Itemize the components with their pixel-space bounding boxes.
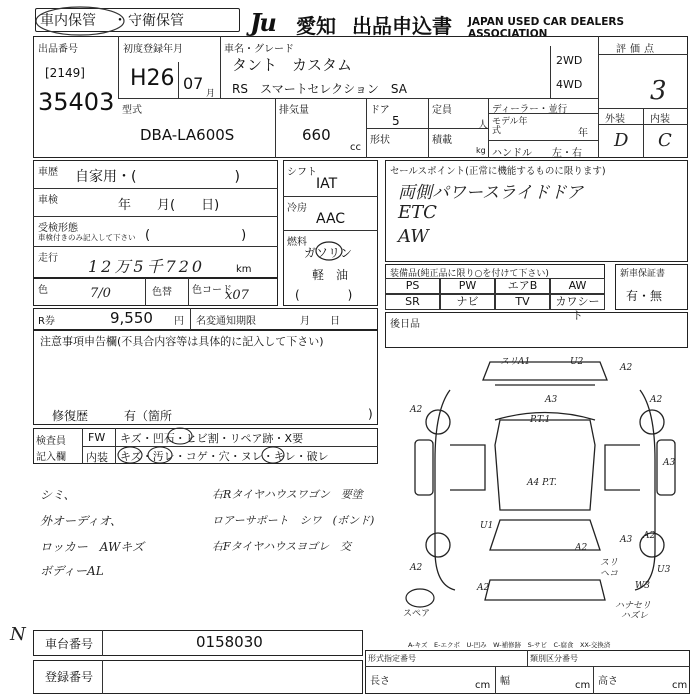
- damage-mark: A3: [663, 458, 676, 468]
- fuel-gasoline: ガソリン: [304, 246, 353, 260]
- width-unit: cm: [575, 680, 591, 691]
- aircon-label: 冷房: [287, 203, 307, 214]
- registration-label: 初度登録年月: [123, 44, 183, 55]
- width-label: 幅: [500, 676, 510, 687]
- handle-label: ハンドル: [492, 148, 532, 159]
- divider: [365, 666, 690, 667]
- damage-mark: U3: [657, 565, 671, 575]
- capacity-unit: 人: [478, 120, 488, 131]
- repair-close-paren: ): [368, 407, 373, 421]
- tab-guard-storage[interactable]: [128, 10, 184, 30]
- model-year-label: モデル年式: [492, 117, 528, 136]
- sales-point-item: AW: [398, 226, 429, 247]
- equipment-label: 装備品(純正品に限り○を付けて下さい): [390, 269, 549, 279]
- plate-label: 登録番号: [45, 670, 94, 684]
- divider: [598, 124, 688, 125]
- interior-grade: C: [658, 130, 672, 151]
- prefecture-name: 愛知: [296, 14, 336, 38]
- circle-mark: [34, 4, 126, 38]
- equipment-grid: [385, 278, 605, 322]
- drive-2wd: 2WD: [556, 54, 583, 67]
- damage-mark: U2: [570, 357, 584, 367]
- color-value: 7/0: [90, 286, 111, 301]
- damage-mark: A4 P.T.: [527, 478, 557, 488]
- fw-items: キズ・凹石・ヒビ割・リペア跡・X要: [120, 432, 304, 445]
- remark-right: 右Fタイヤハウスヨゴレ 交: [212, 540, 352, 553]
- lot-sub-number: [2149]: [45, 66, 85, 80]
- door-value: 5: [392, 114, 400, 128]
- category-number-label: 類別区分番号: [530, 654, 578, 663]
- spare-tire-icon: [406, 589, 434, 607]
- height-unit: cm: [672, 680, 688, 691]
- equipment-item: SR: [385, 294, 440, 310]
- car-name: タント カスタム: [232, 56, 353, 74]
- damage-legend: A-キズ E-エクボ U-凹み W-補修跡 S-サビ C-腐食 XX-交換済: [408, 641, 611, 649]
- later-item-label: 後日品: [390, 319, 420, 330]
- damage-mark: A3: [545, 395, 558, 405]
- damage-mark: スリA1: [500, 357, 531, 367]
- remark-left: シミ、: [40, 488, 76, 502]
- later-item-frame: [385, 312, 688, 348]
- tab-label: 守衛保管: [128, 13, 184, 29]
- divider: [145, 278, 146, 306]
- mileage-value: 12万5千720: [88, 257, 206, 276]
- fuel-diesel: 軽 油: [312, 268, 349, 282]
- chassis-label: 車台番号: [45, 637, 94, 651]
- divider: [550, 46, 551, 98]
- damage-mark: A2: [643, 531, 656, 541]
- divider: [283, 230, 378, 231]
- inspector-label: 検査員: [36, 436, 66, 447]
- fuel-label: 燃料: [287, 237, 307, 248]
- damage-mark: A2: [410, 405, 423, 415]
- shape-label: 形状: [370, 135, 390, 146]
- length-label: 長さ: [370, 676, 390, 687]
- damage-mark: ヘコ: [600, 569, 619, 579]
- interior-check-label: 内装: [86, 451, 108, 464]
- sales-point-item: 両側パワースライドドア: [398, 183, 584, 203]
- length-unit: cm: [475, 680, 491, 691]
- remark-left: ボディーAL: [40, 564, 104, 578]
- height-label: 高さ: [598, 676, 618, 687]
- shift-value: IAT: [316, 176, 338, 192]
- damage-mark: A2: [410, 563, 423, 573]
- equipment-item: ナビ: [440, 294, 495, 310]
- divider: [102, 660, 103, 694]
- lot-label: 出品番号: [38, 44, 78, 55]
- divider: [527, 650, 528, 666]
- car-rear: [485, 580, 605, 600]
- divider: [220, 36, 221, 98]
- lot-number: 35403: [38, 88, 115, 116]
- inspector-circle-marks: [110, 426, 310, 466]
- recycle-unit: 円: [174, 316, 184, 327]
- model-value: DBA-LA600S: [140, 126, 235, 144]
- recycle-value: 9,550: [110, 309, 153, 327]
- fuel-circle-mark: [314, 240, 344, 262]
- reception-label: 受検形態: [38, 223, 78, 234]
- divider: [598, 54, 688, 55]
- damage-mark: ハナセリ: [615, 601, 651, 611]
- door-label: ドア: [370, 105, 390, 116]
- capacity-label: 定員: [432, 105, 452, 116]
- divider: [33, 216, 278, 217]
- dealer-label: ディーラー・並行: [492, 104, 568, 115]
- equipment-item: TV: [495, 294, 550, 310]
- displacement-unit: cc: [350, 142, 361, 153]
- divider: [643, 108, 644, 158]
- equipment-item: PW: [440, 278, 495, 294]
- tab-separator: ・: [113, 13, 127, 29]
- color-change-label: 色替: [152, 287, 172, 298]
- damage-mark: A2: [650, 395, 663, 405]
- damage-mark: スリ: [600, 558, 619, 568]
- warranty-value: 有・無: [626, 289, 663, 303]
- car-name-label: 車名・グレード: [224, 44, 294, 55]
- drive-4wd: 4WD: [556, 78, 583, 91]
- margin-mark: N: [10, 624, 26, 645]
- damage-mark: W3: [635, 581, 650, 591]
- chassis-number: 0158030: [196, 633, 263, 651]
- divider: [190, 308, 191, 330]
- load-unit: kg: [476, 146, 486, 155]
- displacement-value: 660: [302, 126, 331, 144]
- divider: [33, 246, 278, 247]
- color-label: 色: [38, 285, 48, 296]
- rating-label: 評価点: [616, 44, 658, 55]
- inspection-value: 年 月( 日): [118, 198, 220, 213]
- damage-mark: P.T.1: [530, 415, 551, 425]
- divider: [488, 113, 598, 114]
- load-label: 積載: [432, 135, 452, 146]
- ju-logo: Ju: [250, 8, 275, 37]
- exterior-label: 外装: [605, 114, 625, 125]
- interior-label: 内装: [650, 114, 670, 125]
- color-code-value: x07: [225, 288, 249, 303]
- damage-mark: ハズレ: [621, 611, 649, 620]
- month-unit: 月: [206, 89, 216, 99]
- divider: [118, 98, 598, 99]
- tax-notice-value: 月 日: [300, 316, 340, 327]
- inspection-label: 車検: [38, 195, 58, 206]
- association-name: JAPAN USED CAR DEALERS ASSOCIATION: [468, 16, 625, 40]
- handle-value: 左・右: [552, 148, 582, 159]
- remark-left: ロッカー AWキズ: [40, 540, 145, 554]
- divider: [366, 128, 488, 129]
- equipment-item: AW: [550, 278, 605, 294]
- fuel-other: ( ): [295, 288, 353, 302]
- notes-label: 注意事項申告欄(不具合内容等は具体的に記入して下さい): [40, 335, 324, 348]
- divider: [118, 36, 119, 98]
- remark-right: ロアーサポート シワ (ボンド): [212, 514, 375, 527]
- car-grade: RS スマートセレクション SA: [232, 82, 407, 96]
- exterior-grade: D: [614, 130, 629, 151]
- divider: [275, 98, 276, 158]
- car-roof: [495, 420, 595, 510]
- aircon-value: AAC: [316, 211, 346, 227]
- model-label: 型式: [122, 105, 142, 116]
- fw-label: FW: [88, 431, 106, 444]
- warranty-label: 新車保証書: [620, 269, 666, 279]
- remark-left: 外オーディオ、: [40, 514, 122, 528]
- shape-number-label: 形式指定番号: [368, 654, 416, 663]
- interior-items: キズ・汚レ・コゲ・穴・ヌレ・キレ・破レ: [120, 450, 329, 463]
- car-damage-diagram: [395, 350, 690, 620]
- mileage-unit: km: [236, 264, 252, 275]
- divider: [178, 62, 179, 98]
- divider: [283, 196, 378, 197]
- form-title: 出品申込書: [352, 14, 452, 38]
- remark-right: 右Rタイヤハウスワゴン 要塗: [212, 488, 363, 501]
- sales-point-item: ETC: [398, 202, 437, 223]
- damage-mark: A2: [575, 543, 588, 553]
- divider: [495, 666, 496, 694]
- model-year-unit: 年: [578, 128, 588, 139]
- divider: [102, 630, 103, 656]
- divider: [428, 98, 429, 158]
- divider: [593, 666, 594, 694]
- reception-note: 車検付きのみ記入して下さい: [38, 233, 136, 242]
- mileage-label: 走行: [38, 253, 58, 264]
- registration-year: H26: [130, 66, 175, 91]
- registration-month: 07: [183, 74, 204, 93]
- equipment-item: PS: [385, 278, 440, 294]
- color-code-label: 色コード: [192, 285, 232, 296]
- damage-mark: A2: [620, 363, 633, 373]
- divider: [488, 140, 598, 141]
- tab-label: 車内保管: [40, 13, 96, 29]
- divider: [488, 98, 489, 158]
- equipment-item: エアB: [495, 278, 550, 294]
- damage-mark: U1: [480, 521, 494, 531]
- damage-mark: A2: [477, 583, 490, 593]
- divider: [188, 278, 189, 306]
- rating-score: 3: [650, 76, 667, 106]
- history-label: 車歴: [38, 167, 58, 178]
- repair-history-label: 修復歴 有（箇所: [52, 409, 173, 423]
- equipment-item: カワシート: [550, 294, 605, 310]
- sales-point-label: セールスポイント(正常に機能するものに限ります): [390, 166, 606, 177]
- shift-label: シフト: [287, 167, 317, 178]
- recycle-label: R券: [38, 316, 55, 327]
- displacement-label: 排気量: [279, 105, 309, 116]
- tax-notice-label: 名変通知期限: [196, 316, 256, 327]
- inspector-label: 記入欄: [36, 452, 66, 463]
- damage-mark: A3: [620, 535, 633, 545]
- spare-label: スペア: [403, 609, 431, 619]
- divider: [33, 188, 278, 189]
- reception-value: ( ): [145, 228, 247, 243]
- history-value: 自家用・( ): [75, 169, 240, 185]
